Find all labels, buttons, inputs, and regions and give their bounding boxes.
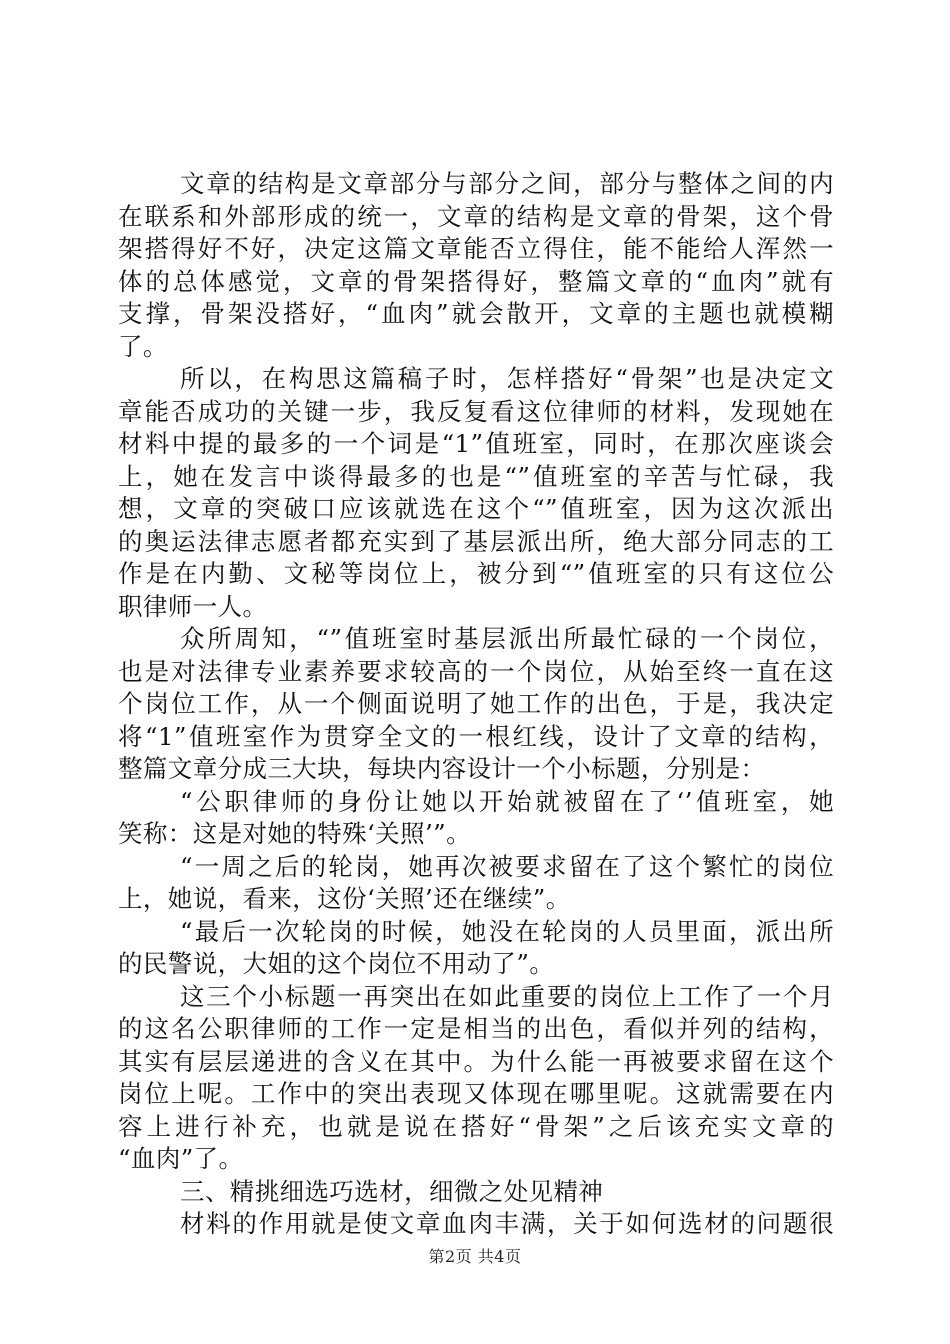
text-line: 容上进行补充，也就是说在搭好“骨架”之后该充实文章的 bbox=[118, 1111, 834, 1141]
text-line: 架搭得好不好，决定这篇文章能否立得住，能不能给人浑然一 bbox=[118, 234, 834, 263]
text-line: 所以，在构思这篇稿子时，怎样搭好“骨架”也是决定文 bbox=[180, 364, 834, 393]
text-line: 材料的作用就是使文章血肉丰满，关于如何选材的问题很 bbox=[180, 1209, 834, 1238]
text-line: 这三个小标题一再突出在如此重要的岗位上工作了一个月 bbox=[180, 981, 834, 1011]
subtitle-quote-line: “最后一次轮岗的时候，她没在轮岗的人员里面，派出所 bbox=[180, 916, 834, 946]
text-line: 的这名公职律师的工作一定是相当的出色，看似并列的结构， bbox=[118, 1014, 834, 1043]
text-line: 的奥运法律志愿者都充实到了基层派出所，绝大部分同志的工 bbox=[118, 526, 834, 556]
text-line: 上，她在发言中谈得最多的也是“”值班室的辛苦与忙碌，我 bbox=[118, 461, 834, 491]
text-line: “血肉”了。 bbox=[118, 1144, 244, 1173]
text-line: 整篇文章分成三大块，每块内容设计一个小标题，分别是： bbox=[118, 754, 766, 783]
text-line: 了。 bbox=[118, 331, 168, 361]
text-line: 其实有层层递进的含义在其中。为什么能一再被要求留在这个 bbox=[118, 1046, 834, 1076]
text-line: 材料中提的最多的一个词是“1”值班室，同时，在那次座谈会 bbox=[118, 429, 834, 458]
subtitle-quote-line: “一周之后的轮岗，她再次被要求留在了这个繁忙的岗位 bbox=[180, 851, 834, 881]
subtitle-quote-line: “公职律师的身份让她以开始就被留在了‘’值班室，她 bbox=[180, 786, 834, 816]
text-line: 也是对法律专业素养要求较高的一个岗位，从始至终一直在这 bbox=[118, 656, 834, 686]
subtitle-quote-line: 笑称：这是对她的特殊‘关照’”。 bbox=[118, 819, 471, 848]
text-line: 岗位上呢。工作中的突出表现又体现在哪里呢。这就需要在内 bbox=[118, 1079, 834, 1108]
text-line: 想，文章的突破口应该就选在这个“”值班室，因为这次派出 bbox=[118, 494, 834, 523]
page-footer bbox=[0, 1244, 950, 1267]
text-line: 支撑，骨架没搭好，“血肉”就会散开，文章的主题也就模糊 bbox=[118, 299, 834, 328]
page-number: 第2页 共4页 bbox=[428, 1247, 522, 1266]
text-line: 章能否成功的关键一步，我反复看这位律师的材料，发现她在 bbox=[118, 396, 834, 426]
subtitle-quote-line: 的民警说，大姐的这个岗位不用动了”。 bbox=[118, 949, 555, 978]
body-text bbox=[118, 168, 834, 1241]
text-line: 体的总体感觉，文章的骨架搭得好，整篇文章的“血肉”就有 bbox=[118, 266, 834, 296]
text-line: 作是在内勤、文秘等岗位上，被分到“”值班室的只有这位公 bbox=[118, 559, 834, 588]
text-line: 在联系和外部形成的统一，文章的结构是文章的骨架，这个骨 bbox=[118, 201, 834, 231]
subtitle-quote-line: 上，她说，看来，这份‘关照’还在继续”。 bbox=[118, 884, 571, 913]
text-line: 文章的结构是文章部分与部分之间，部分与整体之间的内 bbox=[180, 169, 834, 198]
text-line: 个岗位工作，从一个侧面说明了她工作的出色，于是，我决定 bbox=[118, 689, 834, 718]
text-line: 职律师一人。 bbox=[118, 591, 268, 621]
text-line: 将“1”值班室作为贯穿全文的一根红线，设计了文章的结构， bbox=[118, 721, 834, 751]
section-heading: 三、精挑细选巧选材，细微之处见精神 bbox=[180, 1176, 604, 1206]
text-line: 众所周知，“”值班室时基层派出所最忙碌的一个岗位， bbox=[180, 624, 834, 653]
